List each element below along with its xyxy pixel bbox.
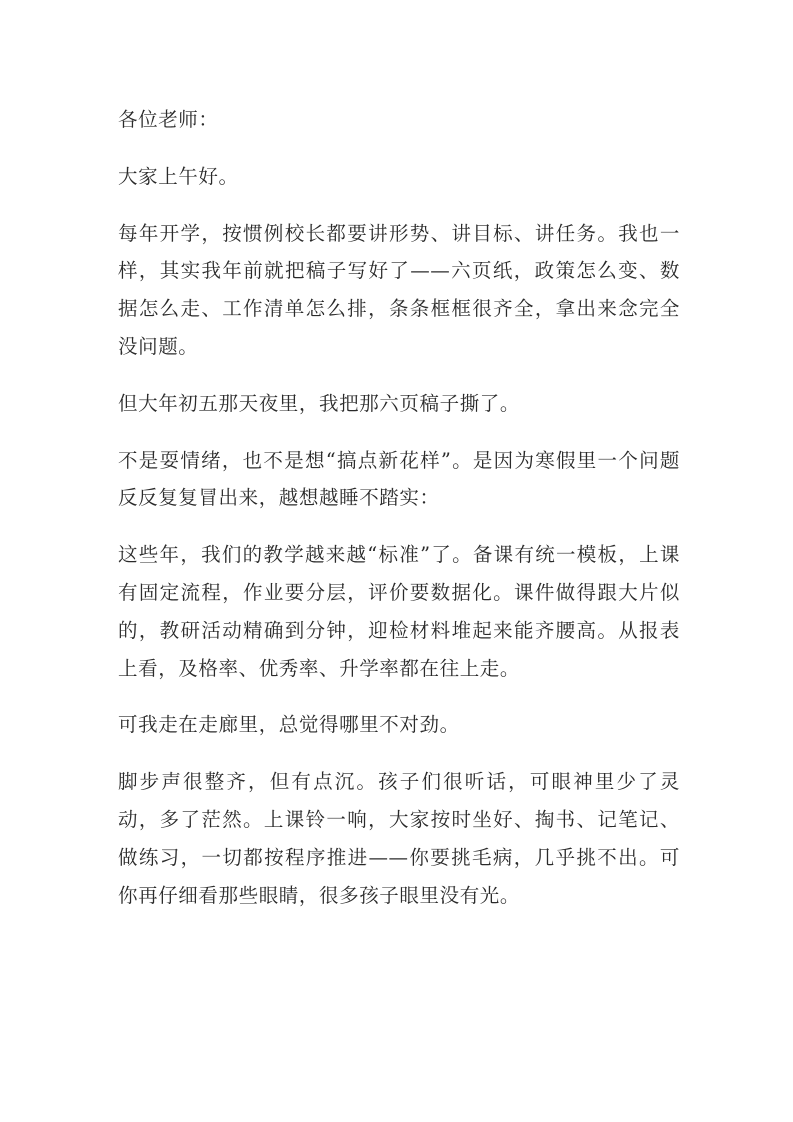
paragraph-6: 脚步声很整齐，但有点沉。孩子们很听话，可眼神里少了灵动，多了茫然。上课铃一响，大家按时坐好、掏书、记笔记、做练习，一切都按程序推进——你要挑毛病，几乎挑不出。可你再仔细看那些眼睛，很多孩子眼里没有光。 (118, 770, 680, 907)
salutation: 各位老师： (118, 108, 219, 131)
paragraph-4: 这些年，我们的教学越来越“标准”了。备课有统一模板，上课有固定流程，作业要分层，评价要数据化。课件做得跟大片似的，教研活动精确到分钟，迎检材料堆起来能齐腰高。从报表上看，及格率、优秀率、升学率都在往上走。 (118, 543, 680, 680)
greeting: 大家上午好。 (118, 164, 239, 188)
paragraph-1: 每年开学，按惯例校长都要讲形势、讲目标、讲任务。我也一样，其实我年前就把稿子写好了——六页纸，政策怎么变、数据怎么走、工作清单怎么排，条条框框很齐全，拿出来念完全没问题。 (118, 221, 680, 358)
document-page (118, 101, 680, 933)
paragraph-3: 不是耍情绪，也不是想“搞点新花样”。是因为寒假里一个问题反反复复冒出来，越想越睡不踏实： (118, 448, 680, 510)
paragraph-5: 可我走在走廊里，总觉得哪里不对劲。 (118, 713, 460, 737)
paragraph-2: 但大年初五那天夜里，我把那六页稿子撕了。 (118, 391, 521, 415)
